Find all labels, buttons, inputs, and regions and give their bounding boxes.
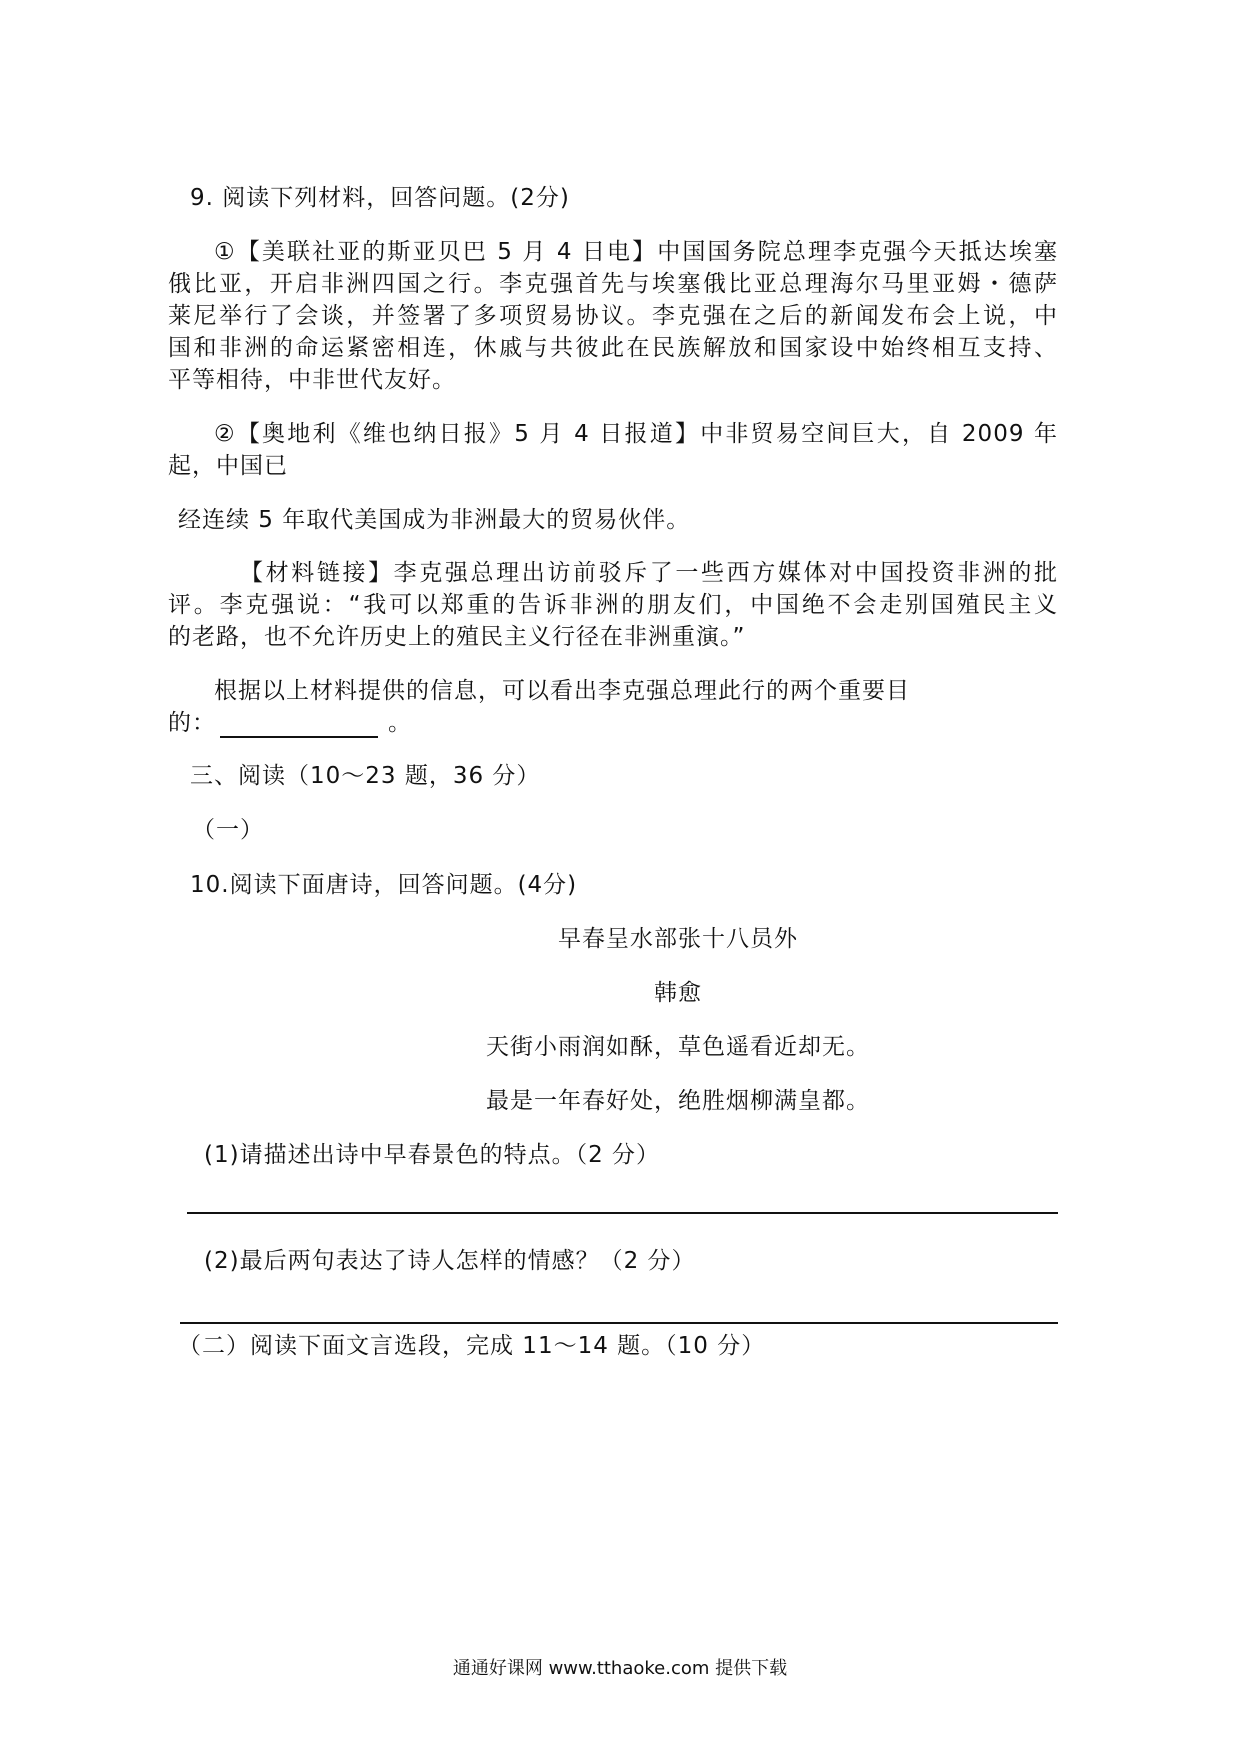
material-link-line-3: 的老路，也不允许历史上的殖民主义行径在非洲重演。”: [168, 624, 746, 650]
question-9-prompt-line-1: 根据以上材料提供的信息，可以看出李克强总理此行的两个重要目: [214, 678, 910, 704]
sub-question-1: (1)请描述出诗中早春景色的特点。（2 分）: [204, 1142, 661, 1168]
part-1-title: （一）: [192, 817, 264, 843]
section-3-title: 三、阅读（10～23 题，36 分）: [190, 763, 541, 789]
poem-title: 早春呈水部张十八员外: [558, 926, 798, 952]
footer-watermark: 通通好课网 www.tthaoke.com 提供下载: [452, 1658, 788, 1679]
answer-line-1[interactable]: [187, 1212, 1058, 1214]
material-link-line-2: 评。李克强说：“我可以郑重的告诉非洲的朋友们，中国绝不会走别国殖民主义: [168, 592, 1058, 618]
material-1-line-2: 俄比亚，开启非洲四国之行。李克强首先与埃塞俄比亚总理海尔马里亚姆・德萨: [168, 271, 1058, 297]
question-10-title: 10.阅读下面唐诗，回答问题。(4分): [190, 872, 578, 898]
answer-line-2[interactable]: [180, 1322, 1058, 1324]
poem-line-2: 最是一年春好处，绝胜烟柳满皇都。: [486, 1088, 870, 1114]
material-2-line-2: 起，中国已: [168, 453, 288, 479]
poem-author: 韩愈: [654, 980, 702, 1006]
part-2-title: （二）阅读下面文言选段，完成 11～14 题。（10 分）: [178, 1333, 766, 1359]
prompt-suffix: 。: [388, 710, 412, 736]
question-9-title: 9. 阅读下列材料，回答问题。(2分): [190, 185, 570, 211]
material-1-line-4: 国和非洲的命运紧密相连，休戚与共彼此在民族解放和国家设中始终相互支持、: [168, 335, 1058, 361]
question-9-prompt-line-2: [168, 708, 412, 738]
prompt-prefix: 的：: [168, 710, 216, 736]
material-link-line-1: 【材料链接】李克强总理出访前驳斥了一些西方媒体对中国投资非洲的批: [240, 560, 1058, 586]
material-1-line-3: 莱尼举行了会谈，并签署了多项贸易协议。李克强在之后的新闻发布会上说，中: [168, 303, 1058, 329]
sub-question-2: (2)最后两句表达了诗人怎样的情感？（2 分）: [204, 1248, 696, 1274]
material-1-line-1: ①【美联社亚的斯亚贝巴 5 月 4 日电】中国国务院总理李克强今天抵达埃塞: [214, 239, 1058, 265]
material-2-line-3: 经连续 5 年取代美国成为非洲最大的贸易伙伴。: [178, 507, 691, 533]
poem-line-1: 天街小雨润如酥，草色遥看近却无。: [486, 1034, 870, 1060]
material-1-line-5: 平等相待，中非世代友好。: [168, 367, 456, 393]
answer-blank[interactable]: [220, 714, 378, 738]
material-2-line-1: ②【奥地利《维也纳日报》5 月 4 日报道】中非贸易空间巨大，自 2009 年: [214, 421, 1058, 447]
